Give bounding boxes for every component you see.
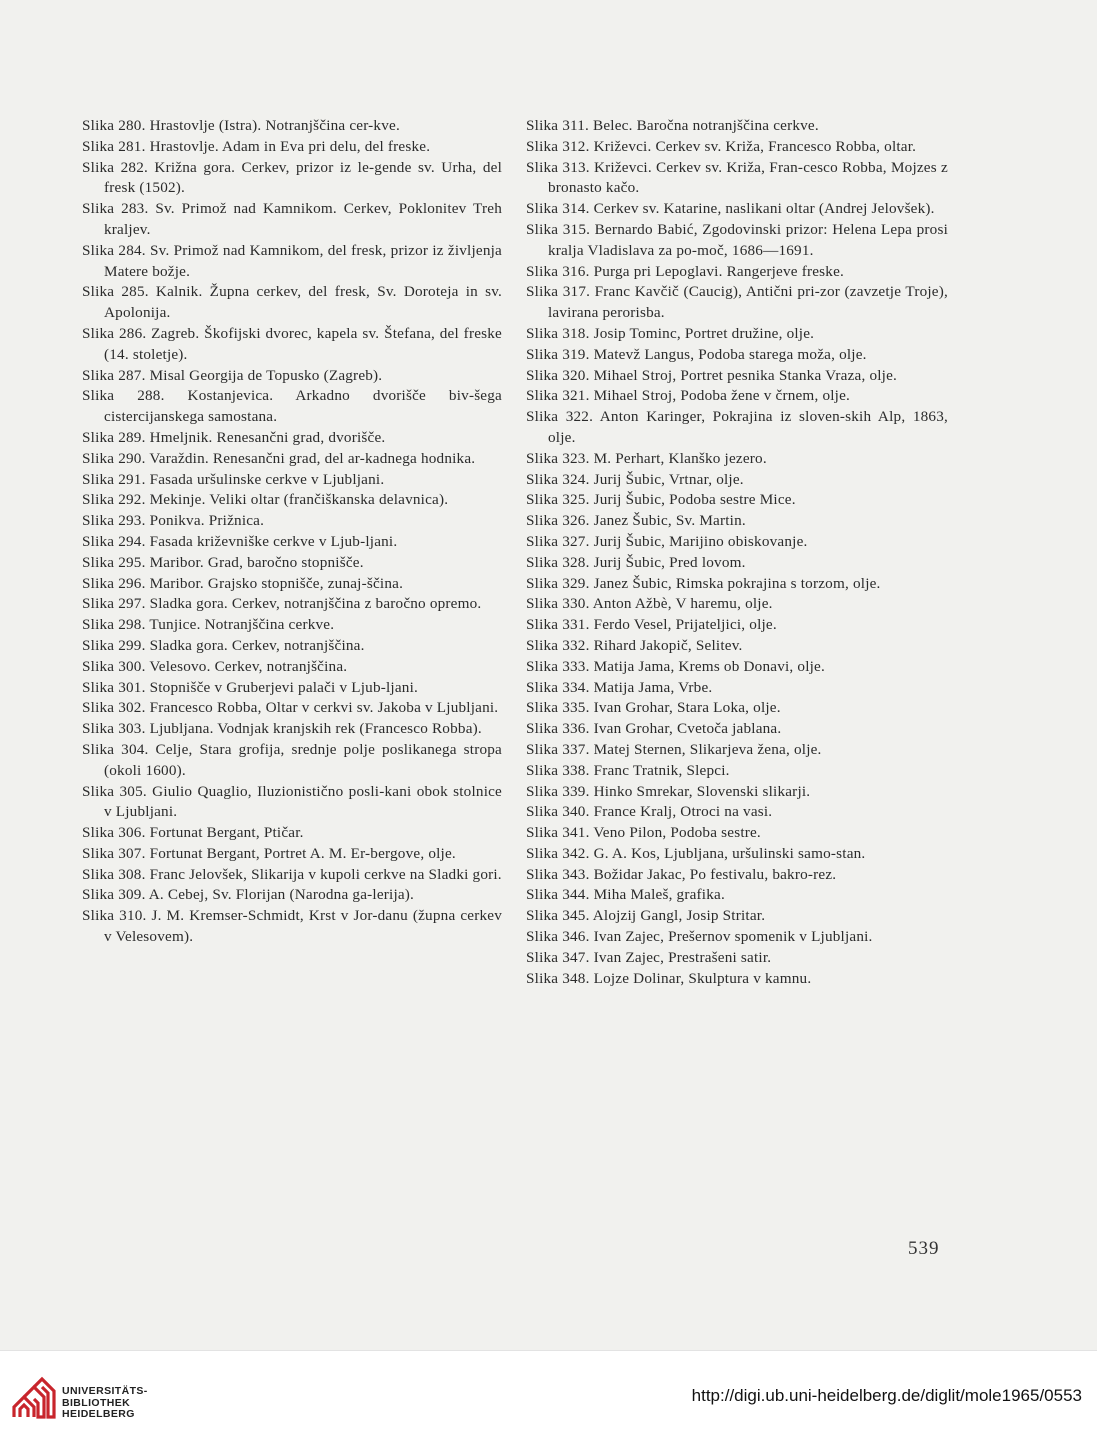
caption-entry: Slika 310. J. M. Kremser-Schmidt, Krst v Jor-danu (župna cerkev v Velesovem). (82, 907, 502, 946)
caption-entry: Slika 331. Ferdo Vesel, Prijateljici, olje. (526, 616, 777, 634)
caption-entry: Slika 309. A. Cebej, Sv. Florijan (Narodna ga-lerija). (82, 886, 415, 904)
caption-entry: Slika 288. Kostanjevica. Arkadno dvorišče biv-šega cistercijanskega samostana. (82, 387, 502, 426)
caption-entry: Slika 311. Belec. Baročna notranjščina cerkve. (526, 117, 819, 134)
caption-entry: Slika 348. Lojze Dolinar, Skulptura v kamnu. (526, 969, 812, 987)
caption-entry: Slika 297. Sladka gora. Cerkev, notranjščina z baročno opremo. (82, 595, 482, 613)
page-number: 539 (908, 1238, 940, 1259)
caption-entry: Slika 304. Celje, Stara grofija, srednje polje poslikanega stropa (okoli 1600). (82, 740, 502, 779)
caption-entry: Slika 314. Cerkev sv. Katarine, naslikani oltar (Andrej Jelovšek). (526, 200, 935, 218)
right-column (526, 116, 948, 989)
caption-entry: Slika 285. Kalnik. Župna cerkev, del fresk, Sv. Doroteja in sv. Apolonija. (82, 283, 502, 322)
caption-entry: Slika 302. Francesco Robba, Oltar v cerkvi sv. Jakoba v Ljubljani. (82, 699, 499, 717)
caption-entry: Slika 330. Anton Ažbè, V haremu, olje. (526, 595, 773, 613)
caption-entry: Slika 332. Rihard Jakopič, Selitev. (526, 636, 743, 654)
caption-entry: Slika 289. Hmeljnik. Renesančni grad, dvorišče. (82, 428, 386, 446)
caption-entry: Slika 319. Matevž Langus, Podoba starega moža, olje. (526, 345, 867, 363)
caption-entry: Slika 337. Matej Sternen, Slikarjeva žena, olje. (526, 740, 822, 758)
caption-entry: Slika 317. Franc Kavčič (Caucig), Antični pri-zor (zavzetje Troje), lavirana perorisba. (526, 283, 948, 322)
caption-entry: Slika 347. Ivan Zajec, Prestrašeni satir. (526, 948, 772, 966)
caption-entry: Slika 295. Maribor. Grad, baročno stopnišče. (82, 553, 364, 571)
caption-entry: Slika 344. Miha Maleš, grafika. (526, 886, 725, 904)
caption-entry: Slika 329. Janez Šubic, Rimska pokrajina s torzom, olje. (526, 574, 881, 592)
caption-entry: Slika 293. Ponikva. Prižnica. (82, 512, 265, 530)
footer (0, 1350, 1097, 1444)
caption-entry: Slika 300. Velesovo. Cerkev, notranjščina. (82, 657, 348, 675)
caption-entry: Slika 283. Sv. Primož nad Kamnikom. Cerkev, Poklonitev Treh kraljev. (82, 200, 502, 238)
source-url-link[interactable]: http://digi.ub.uni-heidelberg.de/diglit/mole1965/0553 (691, 1386, 1082, 1405)
caption-entry: Slika 292. Mekinje. Veliki oltar (frančiškanska delavnica). (82, 491, 449, 509)
caption-entry: Slika 290. Varaždin. Renesančni grad, del ar-kadnega hodnika. (82, 449, 476, 467)
caption-entry: Slika 321. Mihael Stroj, Podoba žene v črnem, olje. (526, 387, 851, 405)
caption-entry: Slika 323. M. Perhart, Klanško jezero. (526, 449, 767, 467)
caption-entry: Slika 294. Fasada križevniške cerkve v Ljub-ljani. (82, 532, 398, 550)
caption-entry: Slika 325. Jurij Šubic, Podoba sestre Mice. (526, 491, 796, 509)
caption-entry: Slika 301. Stopnišče v Gruberjevi palači v Ljub-ljani. (82, 678, 418, 696)
caption-entry: Slika 312. Križevci. Cerkev sv. Križa, Francesco Robba, oltar. (526, 137, 917, 155)
caption-entry: Slika 282. Križna gora. Cerkev, prizor iz le-gende sv. Urha, del fresk (1502). (82, 158, 502, 197)
caption-entry: Slika 326. Janez Šubic, Sv. Martin. (526, 512, 746, 530)
caption-entry: Slika 305. Giulio Quaglio, Iluzionistično posli-kani obok stolnice v Ljubljani. (82, 782, 502, 821)
caption-entry: Slika 328. Jurij Šubic, Pred lovom. (526, 553, 746, 571)
caption-entry: Slika 345. Alojzij Gangl, Josip Stritar. (526, 907, 766, 925)
caption-entry: Slika 287. Misal Georgija de Topusko (Zagreb). (82, 366, 383, 384)
caption-entry: Slika 334. Matija Jama, Vrbe. (526, 678, 713, 696)
caption-entry: Slika 346. Ivan Zajec, Prešernov spomenik v Ljubljani. (526, 928, 873, 946)
caption-entry: Slika 343. Božidar Jakac, Po festivalu, bakro-rez. (526, 865, 837, 883)
institution-line: BIBLIOTHEK (62, 1396, 131, 1409)
caption-entry: Slika 308. Franc Jelovšek, Slikarija v kupoli cerkve na Sladki gori. (82, 865, 502, 883)
caption-entry: Slika 324. Jurij Šubic, Vrtnar, olje. (526, 470, 744, 488)
caption-entry: Slika 342. G. A. Kos, Ljubljana, uršulinski samo-stan. (526, 844, 866, 862)
caption-entry: Slika 306. Fortunat Bergant, Ptičar. (82, 824, 304, 842)
caption-entry: Slika 340. France Kralj, Otroci na vasi. (526, 803, 773, 821)
caption-entry: Slika 338. Franc Tratnik, Slepci. (526, 761, 730, 779)
caption-entry: Slika 298. Tunjice. Notranjščina cerkve. (82, 616, 335, 634)
institution-line: UNIVERSITÄTS- (62, 1385, 148, 1397)
caption-entry: Slika 281. Hrastovlje. Adam in Eva pri delu, del freske. (82, 137, 431, 155)
caption-entry: Slika 284. Sv. Primož nad Kamnikom, del fresk, prizor iz življenja Matere božje. (82, 241, 502, 280)
caption-entry: Slika 318. Josip Tominc, Portret družine, olje. (526, 324, 815, 342)
caption-entry: Slika 316. Purga pri Lepoglavi. Rangerjeve freske. (526, 262, 845, 280)
caption-entry: Slika 315. Bernardo Babić, Zgodovinski prizor: Helena Lepa prosi kralja Vladislava za po-moč, 1686—1691. (526, 220, 948, 259)
caption-entry: Slika 296. Maribor. Grajsko stopnišče, zunaj-ščina. (82, 574, 404, 592)
caption-entry: Slika 339. Hinko Smrekar, Slovenski slikarji. (526, 782, 811, 800)
caption-entry: Slika 320. Mihael Stroj, Portret pesnika Stanka Vraza, olje. (526, 366, 898, 384)
caption-entry: Slika 299. Sladka gora. Cerkev, notranjščina. (82, 636, 365, 654)
caption-entry: Slika 333. Matija Jama, Krems ob Donavi, olje. (526, 657, 825, 675)
caption-entry: Slika 335. Ivan Grohar, Stara Loka, olje. (526, 699, 781, 717)
caption-entry: Slika 291. Fasada uršulinske cerkve v Ljubljani. (82, 470, 385, 488)
caption-entry: Slika 336. Ivan Grohar, Cvetoča jablana. (526, 720, 782, 738)
institution-name (62, 1386, 148, 1421)
caption-entry: Slika 322. Anton Karinger, Pokrajina iz sloven-skih Alp, 1863, olje. (526, 408, 948, 446)
university-library-logo-icon (10, 1373, 58, 1421)
institution-line: HEIDELBERG (62, 1408, 135, 1420)
caption-entry: Slika 280. Hrastovlje (Istra). Notranjščina cer-kve. (82, 117, 400, 134)
caption-entry: Slika 286. Zagreb. Škofijski dvorec, kapela sv. Štefana, del freske (14. stoletje). (82, 324, 502, 363)
caption-entry: Slika 341. Veno Pilon, Podoba sestre. (526, 824, 761, 842)
caption-entry: Slika 313. Križevci. Cerkev sv. Križa, Fran-cesco Robba, Mojzes z bronasto kačo. (526, 158, 948, 197)
caption-entry: Slika 307. Fortunat Bergant, Portret A. M. Er-bergove, olje. (82, 844, 456, 862)
caption-entry: Slika 303. Ljubljana. Vodnjak kranjskih rek (Francesco Robba). (82, 720, 482, 738)
caption-entry: Slika 327. Jurij Šubic, Marijino obiskovanje. (526, 532, 808, 550)
left-column (82, 116, 502, 948)
